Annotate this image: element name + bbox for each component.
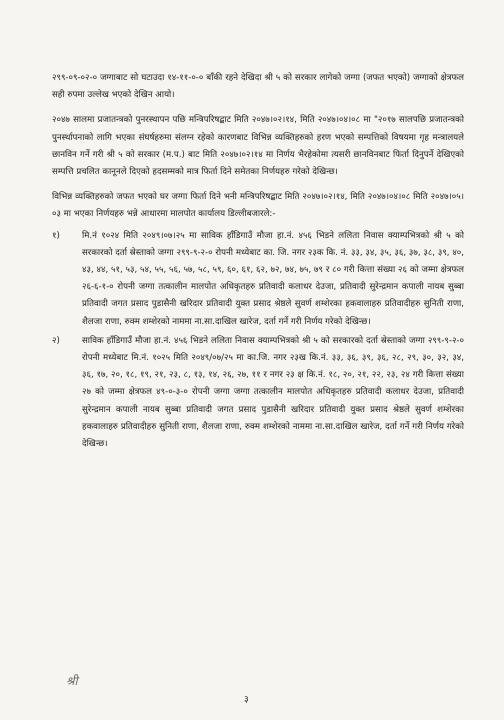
handwritten-initials: श्री	[66, 674, 78, 688]
list-item	[52, 228, 464, 331]
paragraph-opening: २९९-०९-०२-० जग्गाबाट सो घटाउदा १४-११-०-० बाँकी रहने देखिदा श्री ५ को सरकार लागेको जग्गा (जफत भएको) जग्गाको क्षेत्रफल सही रुपमा उल्लेख भएको देखिन आयो।	[52, 73, 464, 101]
decision-list	[52, 228, 464, 454]
list-item-number: १)	[52, 230, 60, 241]
list-item-text: मि.नं १०२४ मिति २०४९।०७।२५ मा साविक हाँडिगाउँ मौजा हा.नं. ४५६ भिडने ललिता निवास क्याम्पभित्रको श्री ५ को सरकारको दर्ता स्रेस्ताको जग्गा २९९-९-२-० रोपनी मध्येबाट का. जि. नगर २३क कि. नं. ३३, ३४, ३५, ३६, ३७, ३८, ३९, ४०, ४३, ४४, ५१, ५३, ५४, ५५, ५६, ५७, ५८, ५९, ६०, ६१, ६२, ७२, ७४, ७५, ७९ र ८० गरी कित्ता संख्या २६ को जम्मा क्षेत्रफल २६-६-१-० रोपनी जग्गा तत्कालीन मालपोत अधिकृतहरु प्रतिवादी कलाधर देउजा, प्रतिवादी सुरेन्द्रमान कपाली नायब सुब्बा प्रतिवादी जगत प्रसाद पुडासैनी खरिदार प्रतिवादी युक्त प्रसाद श्रेष्ठले सुवर्ण शम्शेरका हकवालाहरु प्रतिवादीहरु सुनिती राणा, शैलजा राणा, रुक्म शम्शेरको नाममा ना.सा.दाखिल खारेज, दर्ता गर्ने गरी निर्णय गरेको देखिन्छ।	[82, 230, 464, 327]
paragraph-intro: विभिन्न व्यक्तिहरुको जफत भएको घर जग्गा फिर्ता दिने भनी मन्त्रिपरिषद्बाट मिति २०४७।०२।१४, मिति २०४७।०४।०८ मिति २०४७।०५।०३ मा भएका निर्णयहरु भन्ने आधारमा मालपोत कार्यालय डिल्लीबजारले:-	[52, 192, 464, 220]
page-number: ३	[244, 695, 249, 705]
list-item-text: साविक हाँडिगाउँ मौजा हा.नं. ४५६ भिडने ललिता निवास क्याम्पभित्रको श्री ५ को सरकारको दर्ता स्रेस्ताको जग्गा २९९-९-२-० रोपनी मध्येबाट मि.नं. १०२५ मिति २०४९/०७/२५ मा का.जि. नगर २३ख कि.नं. ३३, ३६, ३९, ३६, २८, २९, ३०, ३२, ३४, ३६, १७, २०, १८, १९, २१, २३, ८, १३, १४, २६, २७, ११ र नगर २३ क्ष कि.नं. १८, २०, २१, २२, २३, २४ गरी कित्ता संख्या २७ को जम्मा क्षेत्रफल ४९-०-३-० रोपनी जग्गा जग्गा तत्कालीन मालपोत अधिकृतहरु प्रतिवादी कलाधर देउजा, प्रतिवादी सुरेन्द्रमान कपाली नायब सुब्बा प्रतिवादी जगत प्रसाद पुडासैनी खरिदार प्रतिवादी युक्त प्रसाद श्रेष्ठले सुवर्ण शम्शेरका हकवालाहरु प्रतिवादीहरु सुनिती राणा, शैलजा राणा, रुक्म शम्शेरको नाममा ना.सा.दाखिल खारेज, दर्ता गर्ने गरी निर्णय गरेको देखिन्छ।	[82, 335, 464, 450]
paragraph-2047-decision: २०४७ सालमा प्रजातन्त्रको पुनरस्थापन पछि मन्त्रिपरिषद्बाट मिति २०४७।०२।१४, मिति २०४७।०४।०८ मा "२०१७ सालपछि प्रजातन्त्रको पुनर्स्थापनाको लागि भएका संघर्षहरुमा संलग्न रहेको कारणबाट विभिन्न व्यक्तिहरुको हरण भएको सम्पत्तिको विषयमा गृह मन्त्रालयले छानविन गर्ने गरी श्री ५ को सरकार (म.प.) बाट मिति २०४७।०२।१४ मा निर्णय भैरहेकोमा त्यसरी छानविनबाट फिर्ता दिनुपर्ने देखिएको सम्पत्ति प्रचलित कानूनले दिएको हदसम्मको मात्र फिर्ता दिने समेतका निर्णयहरु गरेको देखिन्छ।	[52, 115, 464, 178]
list-item	[52, 333, 464, 453]
list-item-number: २)	[52, 335, 60, 346]
